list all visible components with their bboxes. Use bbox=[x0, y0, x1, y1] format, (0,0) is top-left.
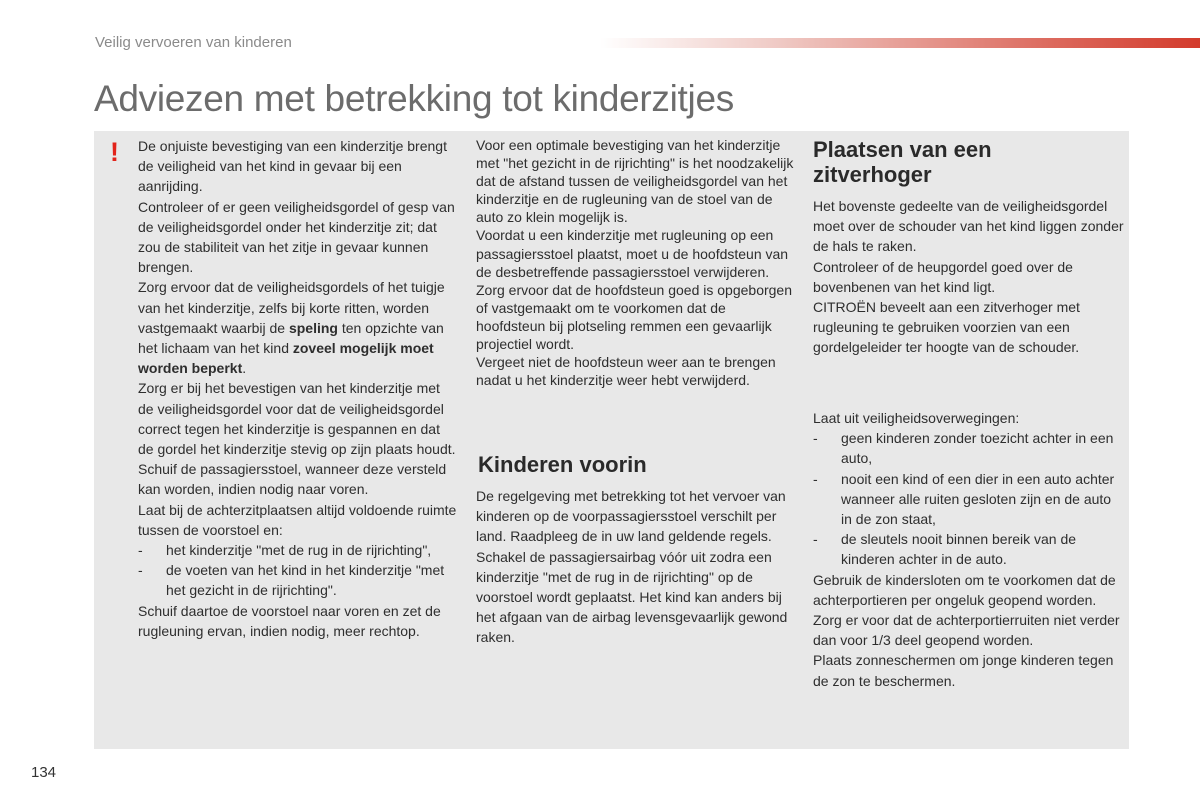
exclamation-icon: ! bbox=[110, 137, 119, 167]
emphasis-text: speling bbox=[288, 319, 338, 336]
paragraph: Voordat u een kinderzitje met rugleuning op een passagiersstoel plaatst, moet u de hoofdsteun van de desbetreffende passagiersstoel verwijderen. bbox=[476, 227, 789, 280]
paragraph: Schakel de passagiersairbag vóór uit zodra een kinderzitje "met de rug in de rijrichting" op de voorstoel wordt geplaatst. Het kind kan anders bij het afgaan van de airbag levensgevaarlijk gewond raken. bbox=[476, 548, 788, 646]
warning-paragraph: Schuif daartoe de voorstoel naar voren en zet de rugleuning ervan, indien nodig, meer rechtop. bbox=[138, 602, 441, 639]
paragraph: Gebruik de kindersloten om te voorkomen dat de achterportieren per ongeluk geopend worden. bbox=[813, 571, 1116, 608]
warning-column bbox=[138, 136, 458, 641]
paragraph: Plaats zonneschermen om jonge kinderen tegen de zon te beschermen. bbox=[813, 652, 1114, 689]
header-accent-bar bbox=[600, 38, 1200, 48]
paragraph: Voor een optimale bevestiging van het kinderzitje met "het gezicht in de rijrichting" is het noodzakelijk dat de afstand tussen de veiligheidsgordel van het kinderzitje en de rugleuning van de stoel van de auto zo klein mogelijk is. bbox=[476, 137, 794, 226]
paragraph: Laat uit veiligheidsoverwegingen: bbox=[813, 410, 1020, 426]
warning-paragraph: Zorg er bij het bevestigen van het kinderzitje met de veiligheidsgordel voor dat de veiligheidsgordel correct tegen het kinderzitje is gespannen en dat de gordel het kinderzitje stevig op zijn plaats houdt. Schuif de passagiersstoel, wanneer deze versteld kan worden, indien nodig naar voren. bbox=[138, 380, 456, 498]
zitverhoger-text bbox=[813, 196, 1125, 358]
heading-zitverhoger: Plaatsen van een zitverhoger bbox=[813, 137, 992, 187]
paragraph: Controleer of de heupgordel goed over de bovenbenen van het kind ligt. bbox=[813, 258, 1073, 295]
paragraph: CITROËN beveelt aan een zitverhoger met rugleuning te gebruiken voorzien van een gordelgeleider ter hoogte van de schouder. bbox=[813, 299, 1080, 356]
paragraph: Zorg er voor dat de achterportierruiten niet verder dan voor 1/3 deel geopend worden. bbox=[813, 612, 1120, 649]
column-two bbox=[476, 136, 796, 389]
list-item: - het kinderzitje "met de rug in de rijrichting", bbox=[138, 542, 432, 559]
paragraph: Het bovenste gedeelte van de veiligheidsgordel moet over de schouder van het kind liggen zonder de hals te raken. bbox=[813, 198, 1124, 255]
list-item: - de voeten van het kind in het kinderzitje "met het gezicht in de rijrichting". bbox=[138, 562, 445, 599]
warning-paragraph: Controleer of er geen veiligheidsgordel of gesp van de veiligheidsgordel onder het kinderzitje zit; dat zou de stabiliteit van het zitje in gevaar kunnen brengen. bbox=[138, 198, 455, 276]
paragraph: De regelgeving met betrekking tot het vervoer van kinderen op de voorpassagiersstoel verschilt per land. Raadpleeg de in uw land geldende regels. bbox=[476, 488, 786, 545]
paragraph: Zorg ervoor dat de hoofdsteun goed is opgeborgen of vastgemaakt om te voorkomen dat de hoofdsteun bij plotseling remmen een gevaarlijk projectiel wordt. bbox=[476, 281, 793, 353]
section-label: Veilig vervoeren van kinderen bbox=[95, 34, 292, 51]
list-item: - nooit een kind of een dier in een auto achter wanneer alle ruiten gesloten zijn en de auto in de zon staat, bbox=[813, 470, 1115, 528]
heading-kinderen-voorin: Kinderen voorin bbox=[478, 452, 647, 477]
warning-paragraph: Laat bij de achterzitplaatsen altijd voldoende ruimte tussen de voorstoel en: bbox=[138, 501, 457, 538]
list-item: - geen kinderen zonder toezicht achter in een auto, bbox=[813, 430, 1114, 467]
page-number: 134 bbox=[31, 764, 57, 781]
list-item: - de sleutels nooit binnen bereik van de kinderen achter in de auto. bbox=[813, 531, 1077, 568]
kinderen-voorin-text bbox=[476, 486, 796, 648]
warning-paragraph: De onjuiste bevestiging van een kinderzitje brengt de veiligheid van het kind in gevaar bij een aanrijding. bbox=[138, 138, 447, 195]
warning-paragraph: Zorg ervoor dat de veiligheidsgordels of het tuigje van het kinderzitje, zelfs bij korte ritten, worden vastgemaakt waarbij de speling ten opzichte van het lichaam van het kind zoveel mogelijk moet worden beperkt. bbox=[138, 279, 445, 377]
emphasis-text: zoveel mogelijk moet worden beperkt bbox=[138, 340, 434, 377]
paragraph: Vergeet niet de hoofdsteun weer aan te brengen nadat u het kinderzitje weer hebt verwijderd. bbox=[476, 354, 776, 389]
veiligheid-text bbox=[813, 408, 1125, 691]
page-title: Adviezen met betrekking tot kinderzitjes bbox=[94, 78, 734, 119]
